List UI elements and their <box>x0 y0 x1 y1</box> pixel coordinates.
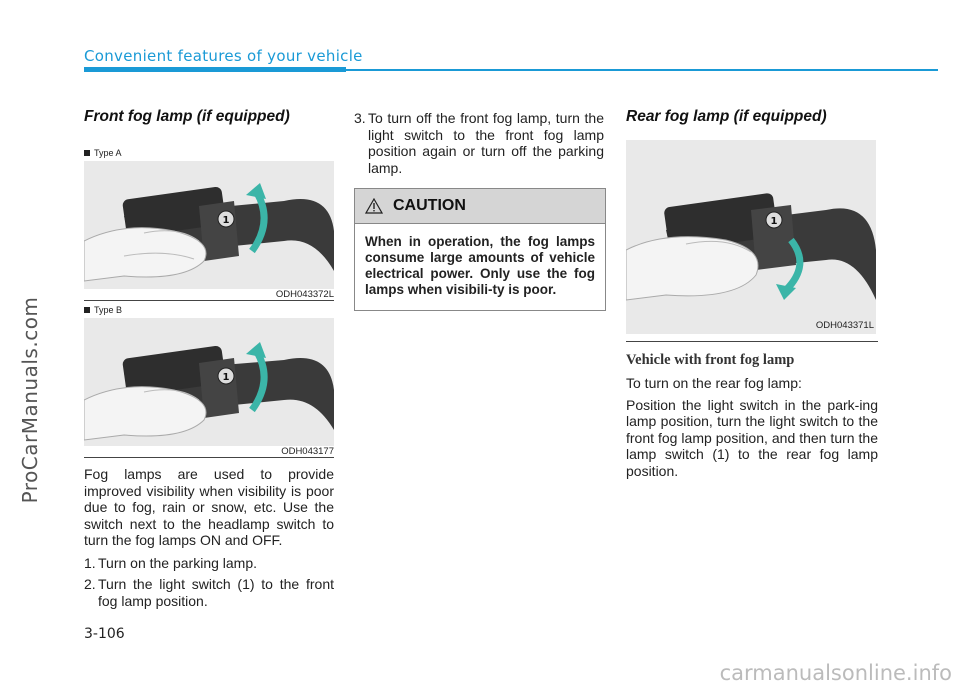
figure-type-b <box>84 318 334 446</box>
rear-fog-heading: Rear fog lamp (if equipped) <box>626 108 827 125</box>
square-bullet-icon <box>84 150 90 156</box>
header-rule-thin <box>346 69 938 71</box>
step-1: 1. Turn on the parking lamp. <box>84 554 258 571</box>
figure-type-a <box>84 161 334 289</box>
step-3: 3. To turn off the front fog lamp, turn the light switch to the front fog lamp position again or turn off the parking lamp. <box>354 110 604 176</box>
svg-text:1: 1 <box>222 372 230 383</box>
type-b-label <box>84 305 334 315</box>
section-header-title: Convenient features of your vehicle <box>84 47 363 65</box>
column-front-fog <box>84 108 334 609</box>
figure-code-rear: ODH043371L <box>815 320 874 331</box>
stalk-illustration-a <box>84 161 334 289</box>
type-a-text: Type A <box>94 148 122 158</box>
caution-header <box>355 189 605 224</box>
figure-code-a: ODH043372L <box>275 289 334 300</box>
page-number: 3-106 <box>84 626 125 642</box>
column-middle <box>354 110 604 311</box>
rear-fog-line2: Position the light switch in the park-ing lamp position, turn the light switch to the front fog lamp position, and then turn the lamp switch (1) to the rear fog lamp position. <box>626 396 878 479</box>
type-a-label <box>84 148 334 158</box>
figure-code-b: ODH043177 <box>281 446 334 457</box>
column-rear-fog <box>626 108 878 479</box>
stalk-illustration-b <box>84 318 334 446</box>
header-rule-thick <box>84 67 346 72</box>
caution-title: CAUTION <box>393 197 466 214</box>
rear-fog-subheading: Vehicle with front fog lamp <box>626 352 795 368</box>
type-b-text: Type B <box>94 305 123 315</box>
front-fog-heading: Front fog lamp (if equipped) <box>84 108 290 125</box>
caution-text: When in operation, the fog lamps consume large amounts of vehicle electrical power. Only use the fog lamps when visibili-ty is poor. <box>365 234 595 297</box>
svg-text:1: 1 <box>222 215 230 226</box>
front-fog-intro: Fog lamps are used to provide improved visibility when visibility is poor due to fog, rain or snow, etc. Use the switch next to the headlamp switch to turn the fog lamps ON and OFF. <box>84 466 334 548</box>
rear-fog-line1: To turn on the rear fog lamp: <box>626 375 802 391</box>
stalk-illustration-rear <box>626 140 876 334</box>
step-2: 2. Turn the light switch (1) to the front fog lamp position. <box>84 576 334 609</box>
watermark-bottom: carmanualsonline.info <box>719 661 952 685</box>
svg-text:1: 1 <box>770 216 778 227</box>
warning-triangle-icon <box>365 198 383 214</box>
caution-box <box>354 188 606 311</box>
square-bullet-icon <box>84 307 90 313</box>
watermark-side: ProCarManuals.com <box>18 296 42 504</box>
figure-rear-fog <box>626 140 876 334</box>
